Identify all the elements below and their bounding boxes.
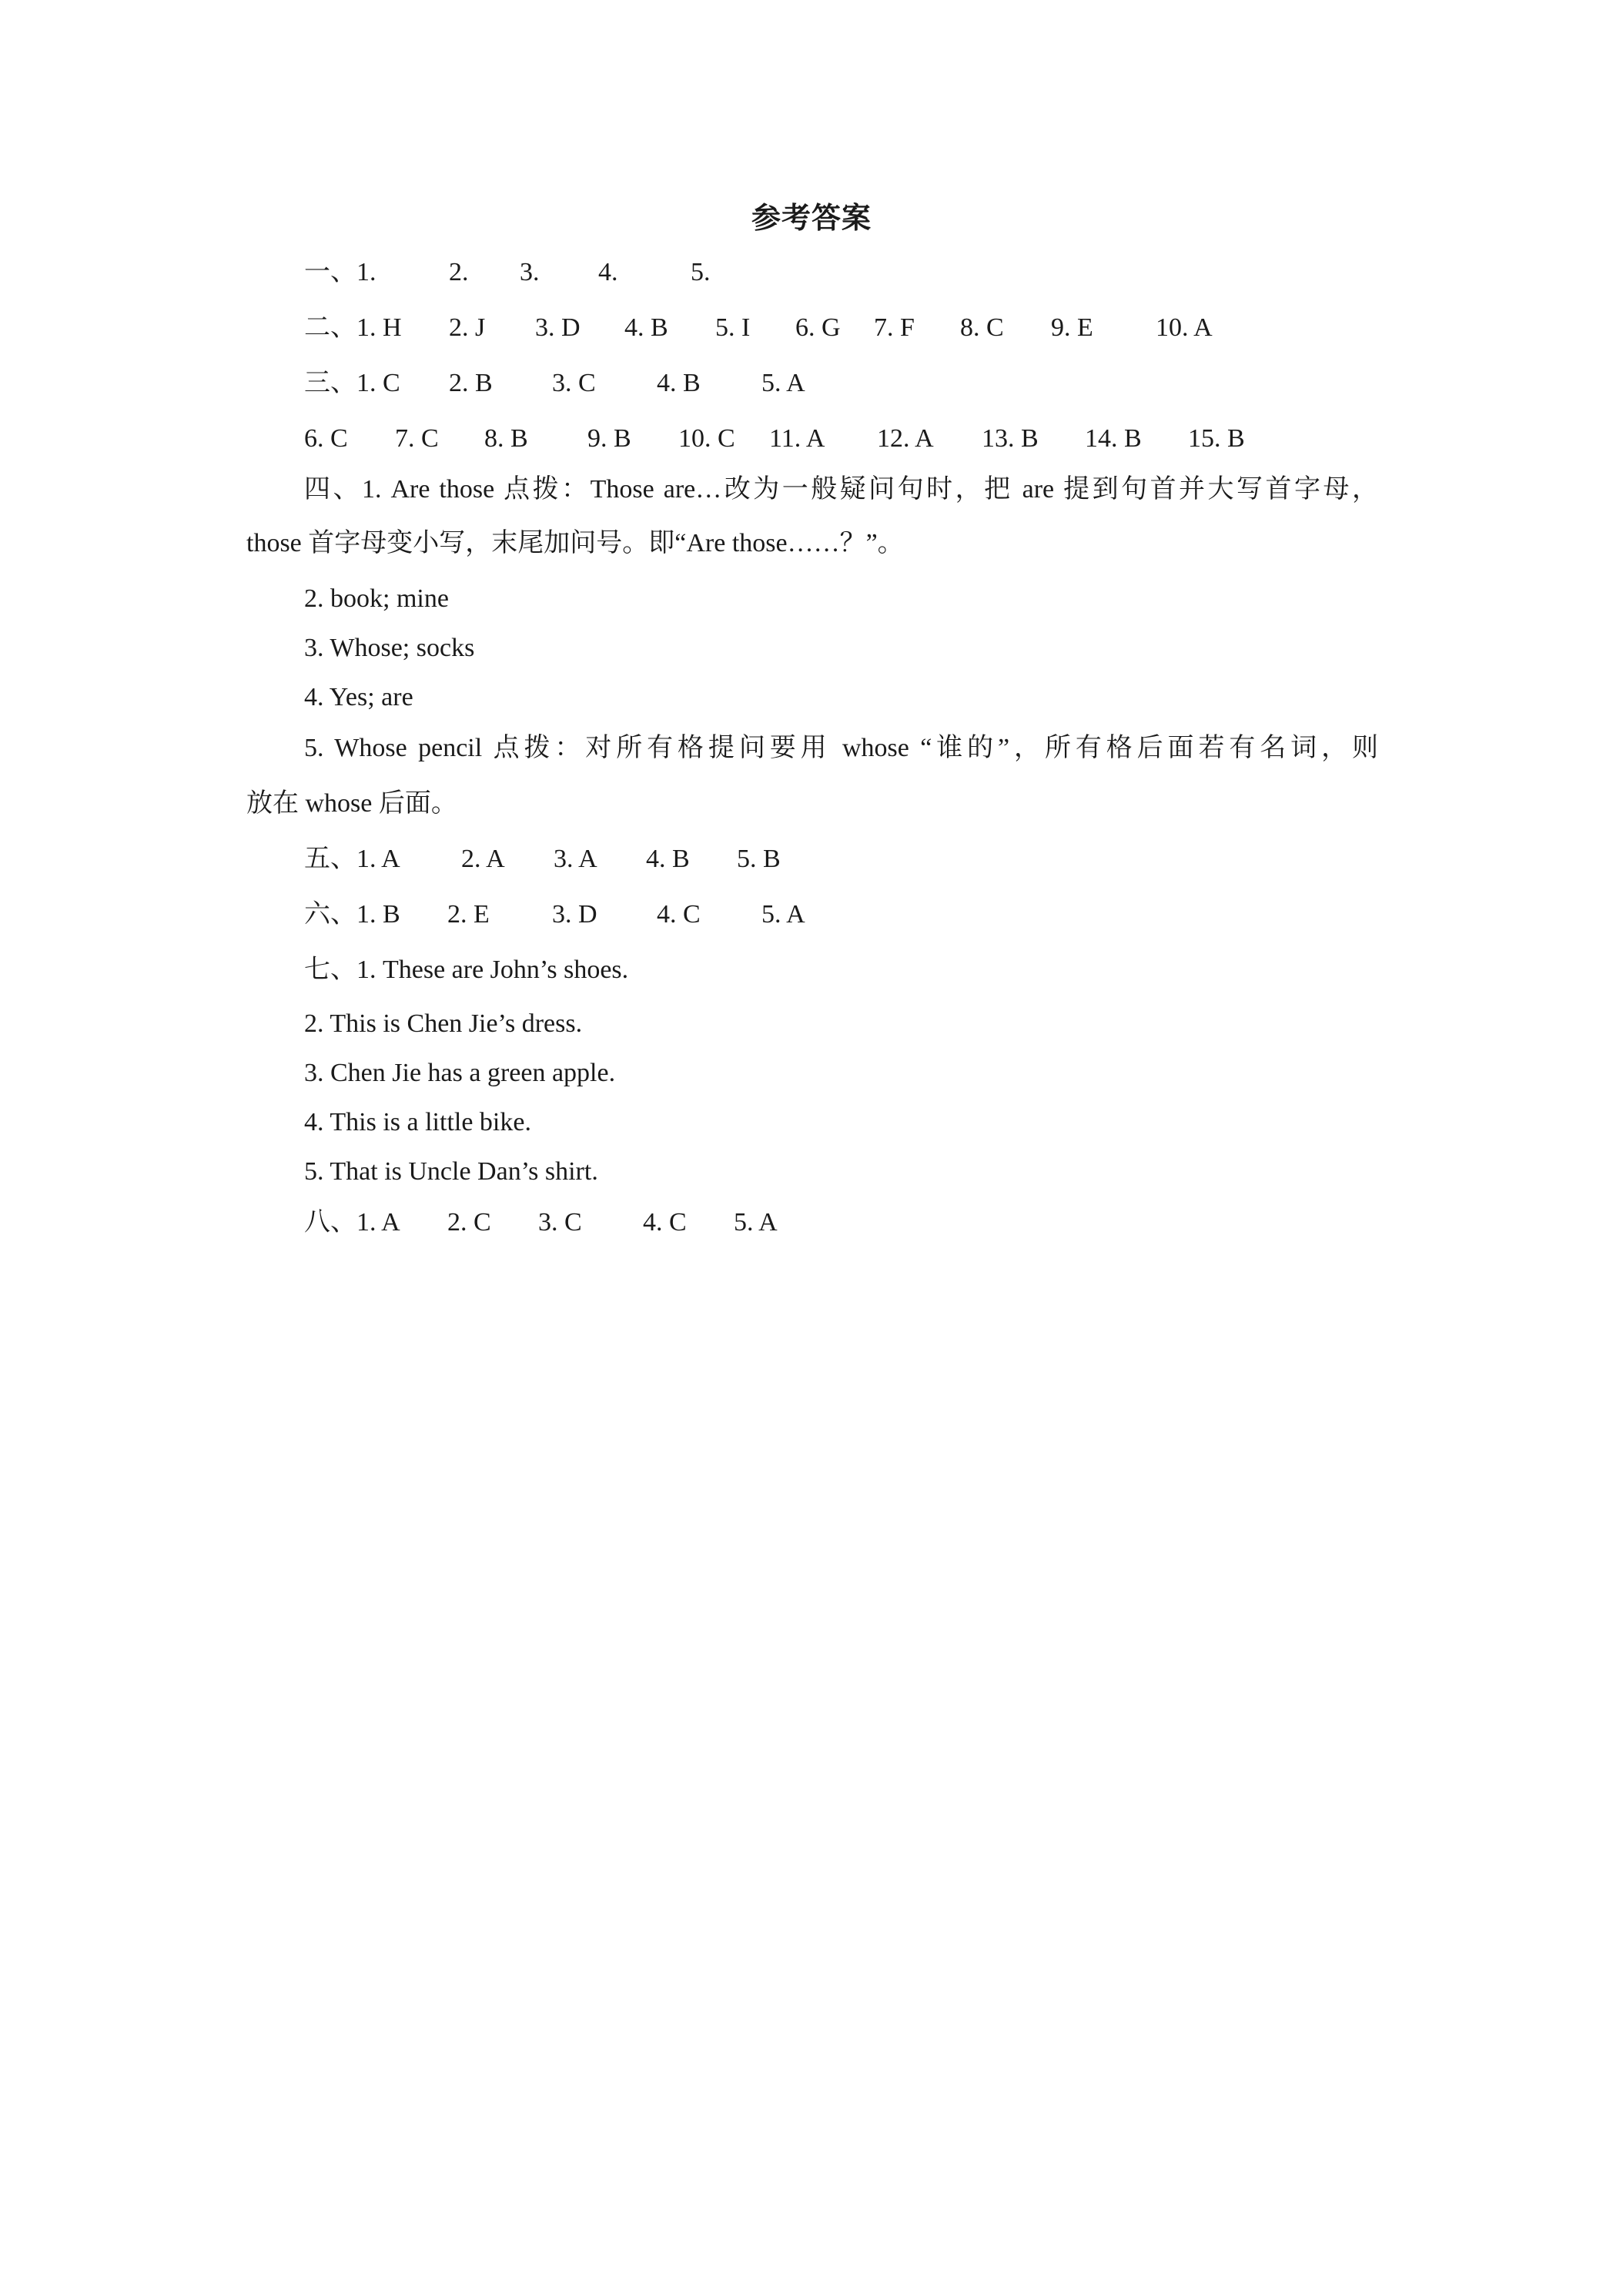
answer-item: 5.: [691, 258, 711, 286]
section-7-answer-5: 5. That is Uncle Dan’s shirt.: [304, 1157, 598, 1186]
section-6-answers: [304, 898, 805, 932]
answer-item: 7. F: [874, 313, 915, 342]
answer-item: 15. B: [1188, 424, 1245, 453]
section-2-label: 二、: [304, 313, 356, 342]
section-7-answer-1: 七、1. These are John’s shoes.: [304, 956, 629, 984]
answer-item: 11. A: [769, 424, 825, 453]
answer-item: 2. E: [447, 900, 490, 929]
answer-item: 2. C: [447, 1208, 491, 1237]
section-7-answer-3: 3. Chen Jie has a green apple.: [304, 1059, 616, 1087]
answer-item: 4. C: [643, 1208, 687, 1237]
section-4-answer-5-line-2: 放在 whose 后面。: [246, 789, 457, 818]
answer-item: 9. B: [587, 424, 631, 453]
answer-item: 3. D: [552, 900, 597, 929]
answer-item: 3.: [520, 258, 540, 286]
answer-item: 5. A: [761, 369, 805, 397]
section-1-answers: [304, 256, 711, 290]
answer-item: 6. C: [304, 424, 348, 453]
section-4-answer-3: 3. Whose; socks: [304, 634, 475, 662]
answer-item: 5. A: [761, 900, 805, 929]
section-8-label: 八、: [304, 1208, 356, 1237]
answer-item: 2. J: [449, 313, 486, 342]
answer-item: 2. A: [461, 845, 505, 873]
answer-item: 10. A: [1156, 313, 1213, 342]
section-4-answer-5-line-1: 5. Whose pencil 点拨：对所有格提问要用 whose “谁的”，所有格后面若有名词，则: [304, 734, 1378, 762]
section-4-answer-4: 4. Yes; are: [304, 683, 413, 711]
answer-item: 1. B: [356, 900, 400, 929]
section-6-label: 六、: [304, 900, 356, 929]
answer-item: 3. A: [554, 845, 597, 873]
answer-item: 7. C: [395, 424, 439, 453]
answer-item: 5. B: [737, 845, 781, 873]
answer-item: 4. B: [646, 845, 690, 873]
answer-item: 3. C: [552, 369, 596, 397]
section-4-answer-1-line-2: those 首字母变小写，末尾加问号。即“Are those……？”。: [246, 529, 904, 557]
section-7-answer-4: 4. This is a little bike.: [304, 1108, 531, 1136]
section-1-label: 一、: [304, 258, 356, 286]
answer-item: 1.: [356, 258, 376, 286]
answer-item: 1. A: [356, 1208, 400, 1237]
answer-item: 9. E: [1051, 313, 1093, 342]
section-5-answers: [304, 842, 781, 876]
answer-item: 5. A: [734, 1208, 778, 1237]
section-3-answers-row-2: [304, 422, 1245, 456]
answer-item: 6. G: [795, 313, 841, 342]
answer-item: 3. C: [538, 1208, 582, 1237]
answer-item: 4. B: [657, 369, 701, 397]
section-7-answer-2: 2. This is Chen Jie’s dress.: [304, 1009, 583, 1038]
answer-item: 4. C: [657, 900, 701, 929]
section-5-label: 五、: [304, 845, 356, 873]
answer-item: 1. C: [356, 369, 400, 397]
section-4-answer-2: 2. book; mine: [304, 584, 449, 613]
answer-item: 10. C: [678, 424, 735, 453]
answer-item: 5. I: [715, 313, 751, 342]
section-3-answers-row-1: [304, 366, 805, 400]
answer-item: 8. C: [960, 313, 1004, 342]
answer-item: 13. B: [982, 424, 1039, 453]
answer-item: 1. H: [356, 313, 402, 342]
section-3-label: 三、: [304, 369, 356, 397]
answer-item: 14. B: [1085, 424, 1142, 453]
answer-item: 4. B: [624, 313, 668, 342]
answer-item: 2.: [449, 258, 469, 286]
section-4-answer-1-line-1: 四、1. Are those 点拨：Those are…改为一般疑问句时，把 are 提到句首并大写首字母，: [304, 475, 1378, 504]
section-8-answers: [304, 1206, 778, 1240]
section-2-answers: [304, 311, 1213, 345]
answer-item: 8. B: [484, 424, 528, 453]
page-title: 参考答案: [751, 202, 872, 235]
answer-item: 3. D: [535, 313, 581, 342]
answer-item: 12. A: [877, 424, 934, 453]
answer-item: 4.: [598, 258, 618, 286]
answer-item: 2. B: [449, 369, 493, 397]
answer-item: 1. A: [356, 845, 400, 873]
